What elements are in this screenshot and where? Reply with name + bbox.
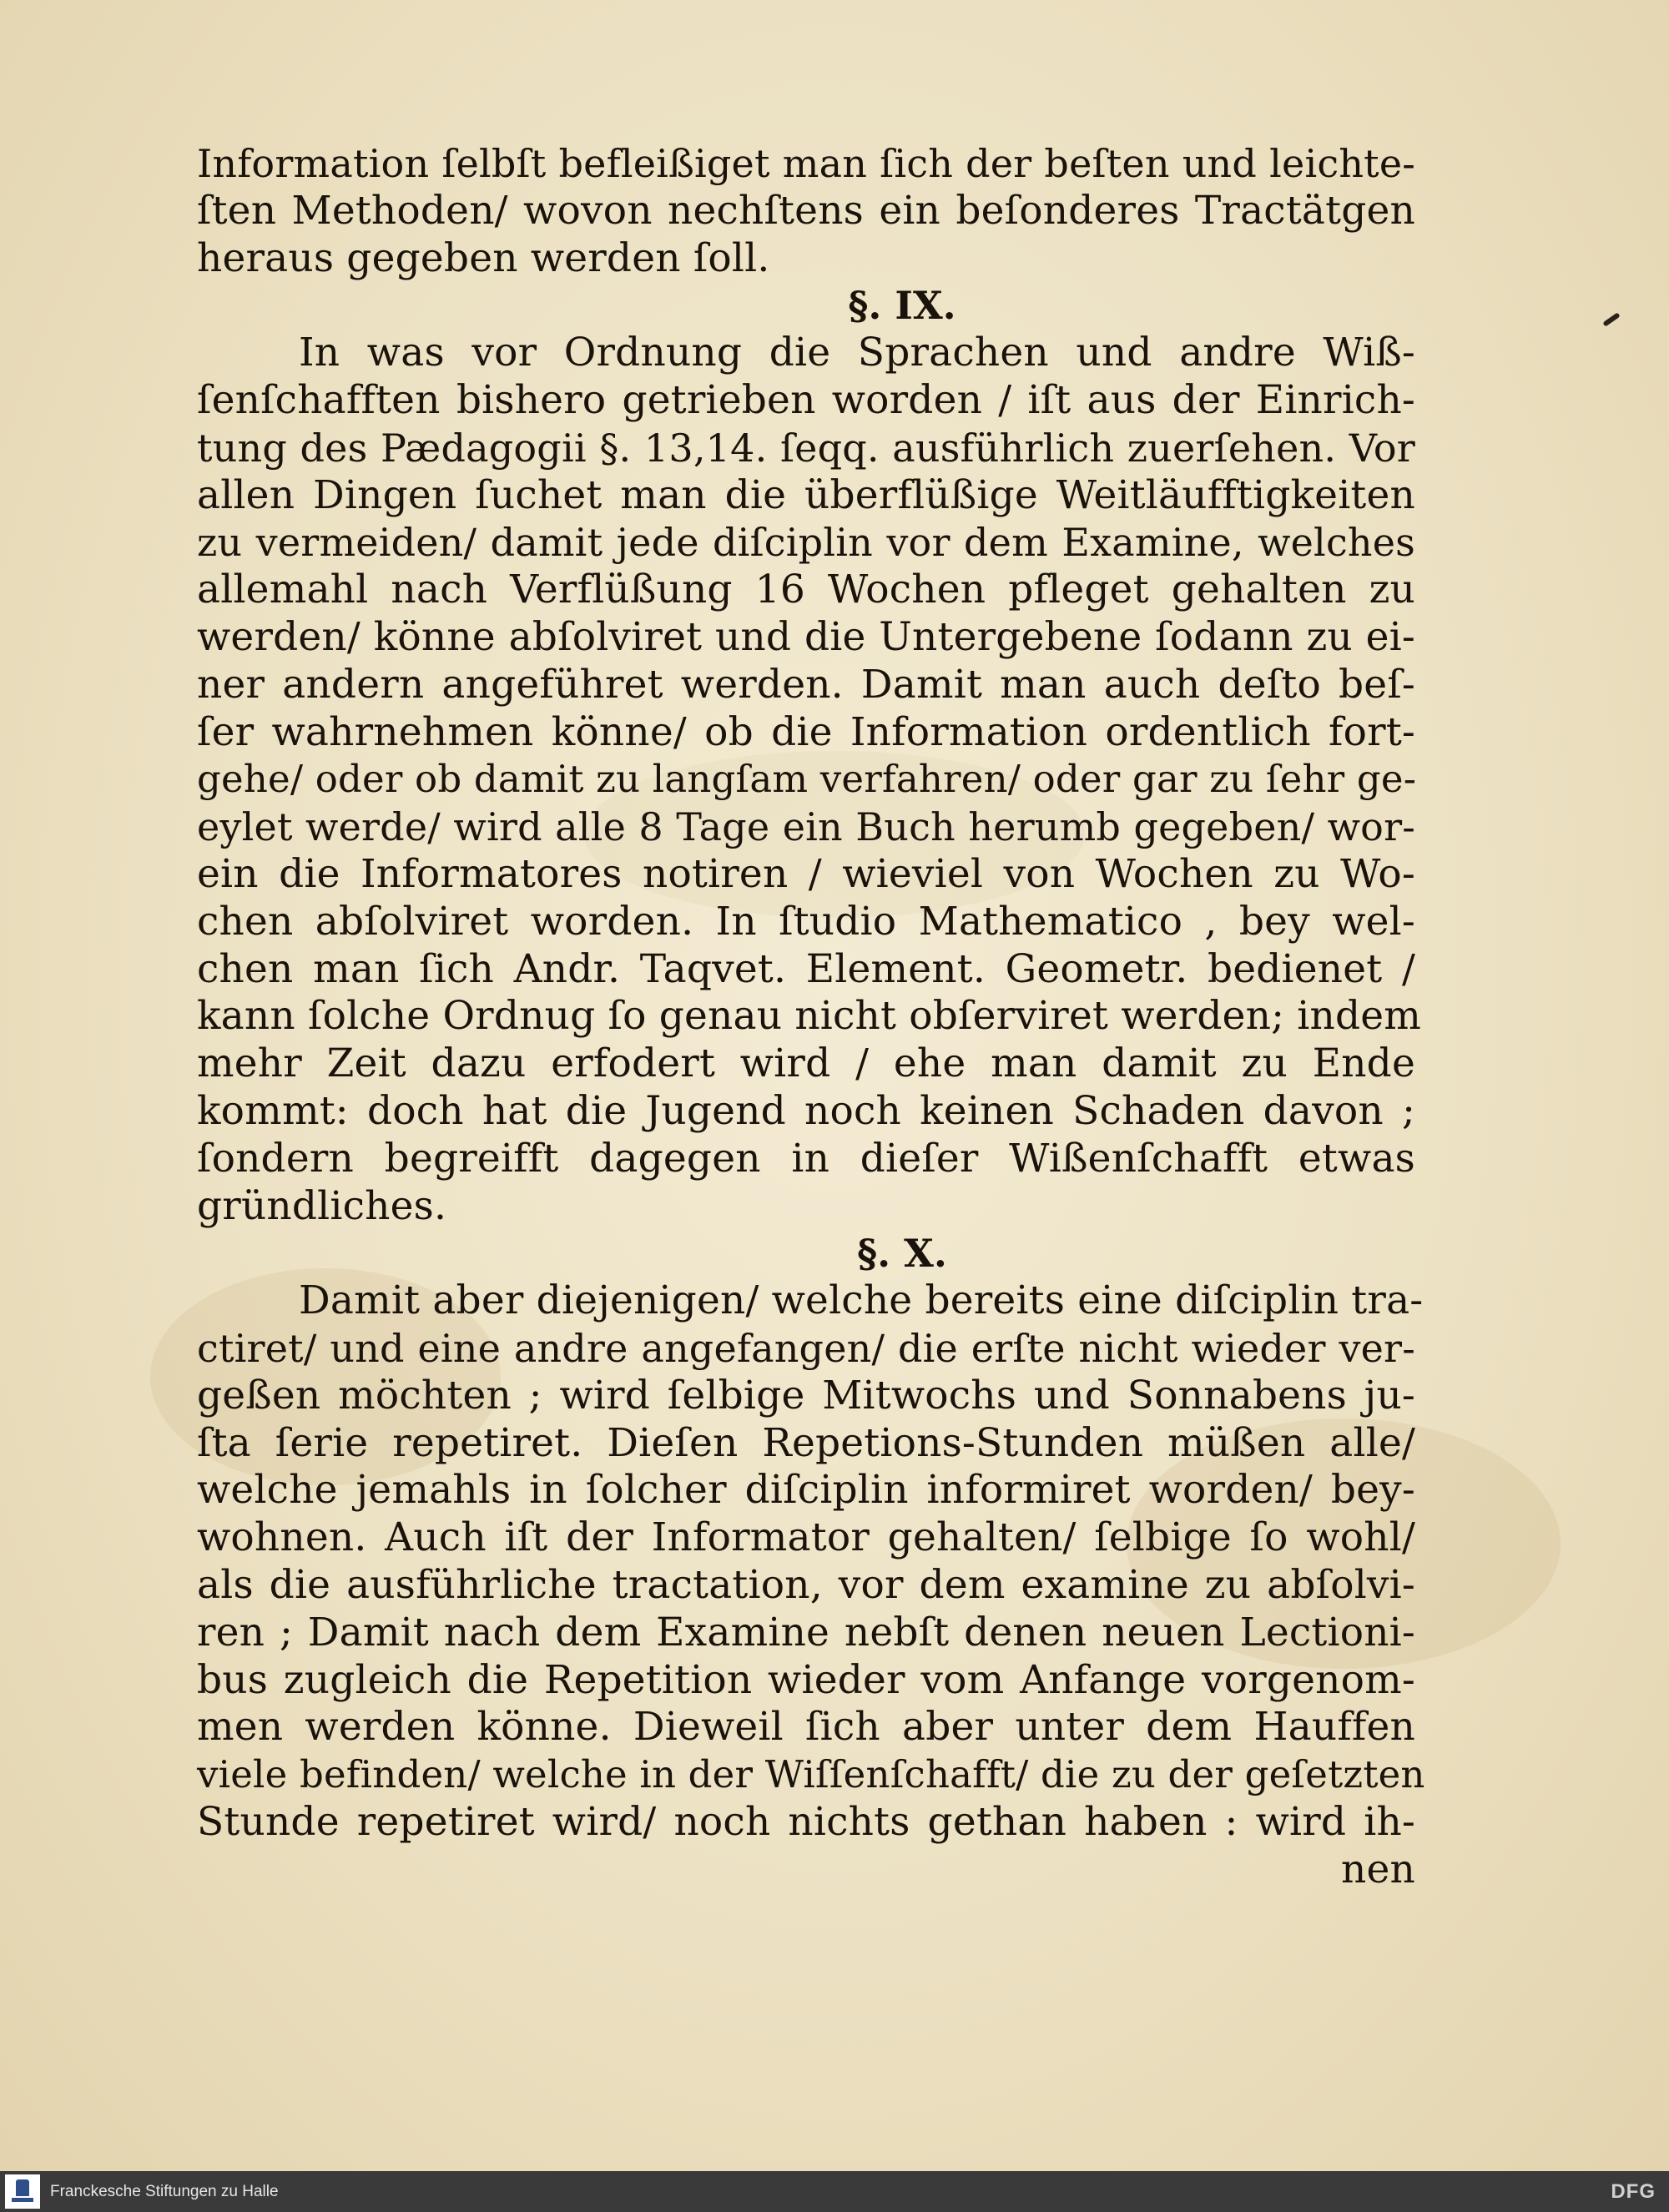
text-line: ein die Informatores notiren / wieviel von Wochen zu Wo- [197, 850, 1415, 897]
text-line: tung des Pædagogii §. 13,14. ſeqq. ausführlich zuerſehen. Vor [197, 425, 1415, 471]
text-line: In was vor Ordnung die Sprachen und andre Wiß- [299, 330, 1415, 376]
text-line: welche jemahls in ſolcher diſciplin informiret worden/ bey- [197, 1467, 1415, 1514]
text-line: heraus gegeben werden ſoll. [197, 234, 770, 281]
text-line: werden/ könne abſolviret und die Untergebene ſodann zu ei- [197, 613, 1415, 660]
text-line: Information ſelbſt befleißiget man ſich der beſten und leichte- [197, 141, 1415, 186]
text-line: allen Dingen ſuchet man die überflüßige Weitläufftigkeiten [197, 471, 1415, 518]
text-line: zu vermeiden/ damit jede diſciplin vor dem Examine, welches [197, 520, 1415, 566]
text-line: eylet werde/ wird alle 8 Tage ein Buch herumb gegeben/ wor- [197, 804, 1415, 850]
text-line: Stunde repetiret wird/ noch nichts gethan haben : wird ih- [197, 1798, 1415, 1845]
text-line: als die ausführliche tractation, vor dem examine zu abſolvi- [197, 1561, 1415, 1608]
section-heading: §. IX. [848, 283, 956, 329]
page-text [197, 140, 1425, 1893]
text-line: ner andern angeführet werden. Damit man auch deſto beſ- [197, 661, 1415, 708]
text-line: ctiret/ und eine andre angefangen/ die erſte nicht wieder ver- [197, 1325, 1415, 1371]
text-line: ſten Methoden/ wovon nechſtens ein beſonderes Tractätgen [197, 187, 1415, 234]
text-line: ſondern begreifft dagegen in dieſer Wißenſchafft etwas [197, 1135, 1415, 1182]
text-line: ſer wahrnehmen könne/ ob die Information ordentlich fort- [197, 708, 1415, 755]
text-line: mehr Zeit dazu erfodert wird / ehe man damit zu Ende [197, 1040, 1415, 1087]
text-line: men werden könne. Dieweil ſich aber unter dem Hauffen [197, 1704, 1415, 1751]
logo-mark [16, 2179, 29, 2196]
viewer-footer [0, 2171, 1669, 2212]
text-line: wohnen. Auch iſt der Informator gehalten/ ſelbige ſo wohl/ [197, 1514, 1415, 1561]
text-line: gründliches. [197, 1182, 447, 1229]
foundation-logo-icon[interactable] [5, 2174, 40, 2209]
institution-link[interactable]: Franckesche Stiftungen zu Halle [50, 2183, 279, 2200]
ink-mark-icon [1602, 312, 1620, 327]
text-line: kommt: doch hat die Jugend noch keinen Schaden davon ; [197, 1087, 1415, 1134]
text-line: ſenſchafften bishero getrieben worden / iſt aus der Einrich- [197, 376, 1415, 423]
text-line: viele befinden/ welche in der Wiſſenſchafft/ die zu der geſetzten [197, 1752, 1425, 1797]
dfg-badge[interactable]: DFG [1611, 2180, 1656, 2203]
text-line: ſta ſerie repetiret. Dieſen Repetions-Stunden müßen alle/ [197, 1419, 1415, 1466]
logo-base [12, 2198, 33, 2202]
text-line: geßen möchten ; wird ſelbige Mitwochs und Sonnabens ju- [197, 1372, 1415, 1418]
text-line: bus zugleich die Repetition wieder vom Anfange vorgenom- [197, 1656, 1415, 1703]
text-line: Damit aber diejenigen/ welche bereits eine diſciplin tra- [299, 1277, 1424, 1324]
text-line: chen man ſich Andr. Taqvet. Element. Geometr. bedienet / [197, 945, 1415, 992]
catchword: nen [1341, 1846, 1415, 1892]
text-line: ren ; Damit nach dem Examine nebſt denen neuen Lectioni- [197, 1609, 1415, 1655]
text-line: allemahl nach Verflüßung 16 Wochen pfleget gehalten zu [197, 567, 1415, 613]
text-line: chen abſolviret worden. In ſtudio Mathematico , bey wel- [197, 898, 1415, 945]
text-line: gehe/ oder ob damit zu langſam verfahren/ oder gar zu ſehr ge- [197, 757, 1417, 802]
text-line: kann ſolche Ordnug ſo genau nicht obſerviret werden; indem [197, 993, 1422, 1040]
section-heading: §. X. [857, 1231, 947, 1277]
